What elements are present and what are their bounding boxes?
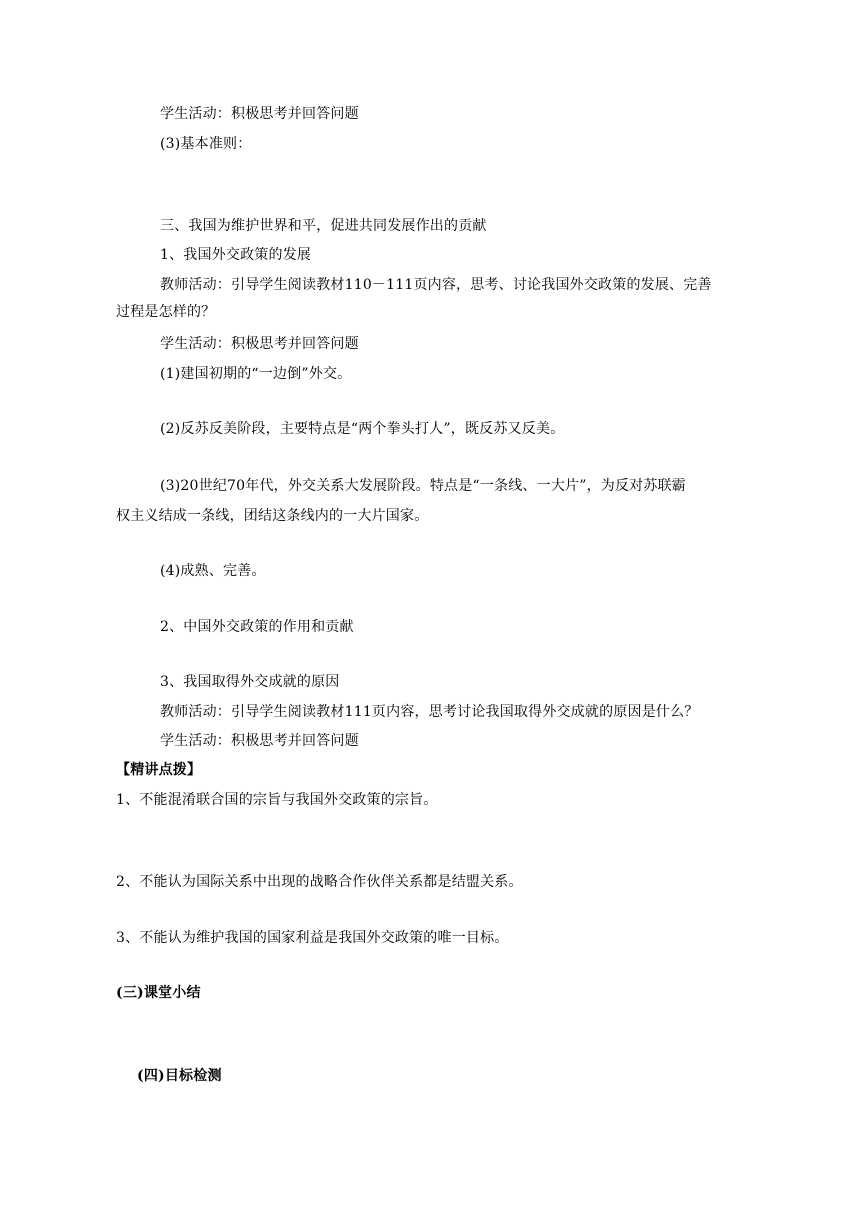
student-activity-line-3: 学生活动：积极思考并回答问题 (160, 733, 359, 749)
class-summary-heading: (三)课堂小结 (116, 985, 201, 1001)
section-three-heading: 三、我国为维护世界和平，促进共同发展作出的贡献 (160, 218, 487, 234)
point-1: (1)建国初期的“一边倒”外交。 (160, 366, 352, 382)
student-activity-line-2: 学生活动：积极思考并回答问题 (160, 336, 359, 352)
basic-principle-heading: (3)基本准则： (160, 136, 252, 152)
teacher-activity-line-1: 教师活动：引导学生阅读教材110－111页内容，思考、讨论我国外交政策的发展、完善 (160, 277, 712, 293)
point-2: (2)反苏反美阶段，主要特点是“两个拳头打人”，既反苏又反美。 (160, 421, 565, 437)
key-point-3: 3、不能认为维护我国的国家利益是我国外交政策的唯一目标。 (116, 930, 509, 946)
subsection-1-heading: 1、我国外交政策的发展 (160, 247, 312, 263)
key-point-1: 1、不能混淆联合国的宗旨与我国外交政策的宗旨。 (116, 792, 438, 808)
subsection-3-heading: 3、我国取得外交成就的原因 (160, 674, 340, 690)
subsection-2-heading: 2、中国外交政策的作用和贡献 (160, 619, 354, 635)
teacher-activity-line-2: 教师活动：引导学生阅读教材111页内容，思考讨论我国取得外交成就的原因是什么？ (160, 704, 699, 720)
target-test-heading: (四)目标检测 (137, 1068, 222, 1084)
student-activity-line-1: 学生活动：积极思考并回答问题 (160, 106, 359, 122)
teacher-activity-line-1-cont: 过程是怎样的？ (116, 304, 216, 320)
point-3-cont: 权主义结成一条线，团结这条线内的一大片国家。 (116, 508, 429, 524)
point-3: (3)20世纪70年代，外交关系大发展阶段。特点是“一条线、一大片”，为反对苏联霸 (160, 478, 686, 494)
key-point-2: 2、不能认为国际关系中出现的战略合作伙伴关系都是结盟关系。 (116, 874, 523, 890)
key-points-heading: 【精讲点拨】 (116, 762, 202, 778)
point-4: (4)成熟、完善。 (160, 563, 266, 579)
